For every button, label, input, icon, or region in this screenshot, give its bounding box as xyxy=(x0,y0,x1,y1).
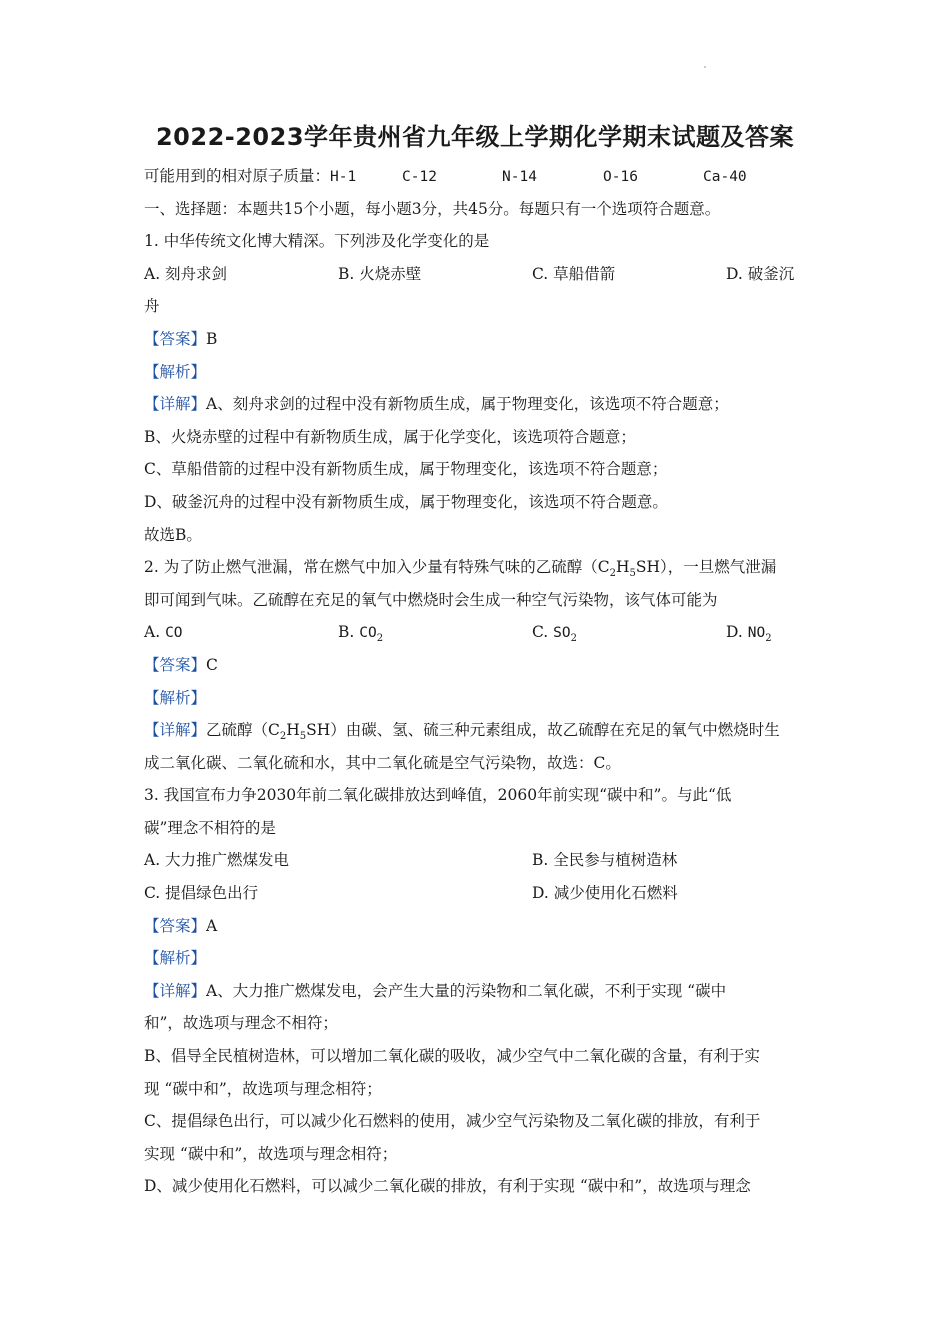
q3-stem-line1: 3. 我国宣布力争2030年前二氧化碳排放达到峰值，2060年前实现“碳中和”。与此“低 xyxy=(144,786,732,805)
answer-tag: 【答案】 xyxy=(144,916,207,935)
detail-tag: 【详解】 xyxy=(144,721,207,740)
q2-option-a xyxy=(144,616,338,649)
q1-option-a: A. 刻舟求剑 xyxy=(144,264,228,283)
q2-stem-part: 2. 为了防止燃气泄漏，常在燃气中加入少量有特殊气味的乙硫醇（C xyxy=(144,558,610,577)
detail-text: SH）由碳、氢、硫三种元素组成，故乙硫醇在充足的氧气中燃烧时生 xyxy=(306,721,780,740)
q1-detail-line xyxy=(144,388,809,421)
speck-mark xyxy=(704,66,706,68)
masses-label: 可能用到的相对原子质量： xyxy=(144,167,331,185)
subscript: 5 xyxy=(629,568,636,580)
document-body xyxy=(144,160,809,1203)
page-title: 2022-2023学年贵州省九年级上学期化学期末试题及答案 xyxy=(155,123,795,151)
analysis-tag: 【解析】 xyxy=(144,362,207,381)
q3-option-a: A. 大力推广燃煤发电 xyxy=(144,851,290,870)
answer-value: C xyxy=(206,655,218,674)
subscript: 2 xyxy=(765,633,772,645)
mass-ca: Ca-40 xyxy=(703,169,747,185)
q1-answer xyxy=(144,323,809,356)
q3-options-row1 xyxy=(144,844,809,877)
section-heading: 一、选择题：本题共15个小题，每小题3分，共45分。每题只有一个选项符合题意。 xyxy=(144,199,721,218)
option-label: C. xyxy=(532,623,554,642)
q3-detail-line xyxy=(144,975,809,1008)
q3-detail-line: B、倡导全民植树造林，可以增加二氧化碳的吸收，减少空气中二氧化碳的含量，有利于实 xyxy=(144,1047,760,1066)
detail-text: 乙硫醇（C xyxy=(206,721,280,740)
q1-option-d-continued: 舟 xyxy=(144,297,160,316)
q1-option-d: D. 破釜沉 xyxy=(726,264,795,283)
q3-options-row2 xyxy=(144,877,809,910)
q2-detail-line1 xyxy=(144,714,809,747)
q1-detail-line: B、火烧赤壁的过程中有新物质生成，属于化学变化，该选项符合题意； xyxy=(144,427,636,446)
q1-options xyxy=(144,258,809,291)
q3-detail-line: 和”，故选项与理念不相符； xyxy=(144,1014,338,1033)
option-formula: CO xyxy=(359,625,377,642)
detail-tag: 【详解】 xyxy=(144,981,207,1000)
q3-option-c: C. 提倡绿色出行 xyxy=(144,884,259,903)
analysis-tag: 【解析】 xyxy=(144,688,207,707)
subscript: 2 xyxy=(376,633,384,645)
q3-option-b: B. 全民参与植树造林 xyxy=(532,851,678,870)
q1-detail-line: C、草船借箭的过程中没有新物质生成，属于物理变化，该选项不符合题意； xyxy=(144,460,668,479)
subscript: 2 xyxy=(570,633,578,645)
answer-tag: 【答案】 xyxy=(144,329,207,348)
option-formula: CO xyxy=(165,625,183,642)
q3-detail-line: 实现 “碳中和”，故选项与理念相符； xyxy=(144,1144,398,1163)
q3-stem-line2: 碳”理念不相符的是 xyxy=(144,818,276,837)
mass-o: O-16 xyxy=(603,169,638,185)
subscript: 5 xyxy=(299,731,307,743)
q2-answer xyxy=(144,649,809,682)
mass-c: C-12 xyxy=(402,169,437,185)
q1-stem: 1. 中华传统文化博大精深。下列涉及化学变化的是 xyxy=(144,232,490,251)
q1-option-b: B. 火烧赤壁 xyxy=(338,264,422,283)
q1-option-c: C. 草船借箭 xyxy=(532,264,616,283)
q2-stem-line1 xyxy=(144,551,809,584)
subscript: 2 xyxy=(609,568,616,580)
q2-stem-part: H xyxy=(615,558,630,577)
q3-detail-line: 现 “碳中和”，故选项与理念相符； xyxy=(144,1079,382,1098)
answer-value: A xyxy=(206,916,218,935)
q2-stem-line2: 即可闻到气味。乙硫醇在充足的氧气中燃烧时会生成一种空气污染物，该气体可能为 xyxy=(144,590,718,609)
q2-option-d xyxy=(726,616,772,649)
detail-tag: 【详解】 xyxy=(144,395,207,414)
analysis-tag: 【解析】 xyxy=(144,949,207,968)
subscript: 2 xyxy=(279,731,287,743)
q2-option-c xyxy=(532,616,726,649)
option-label: A. xyxy=(144,623,166,642)
mass-h: H-1 xyxy=(330,169,357,185)
q3-option-d: D. 减少使用化石燃料 xyxy=(532,884,678,903)
q3-detail-line: C、提倡绿色出行，可以减少化石燃料的使用，减少空气污染物及二氧化碳的排放，有利于 xyxy=(144,1112,761,1131)
q1-detail-line: D、破釜沉舟的过程中没有新物质生成，属于物理变化，该选项不符合题意。 xyxy=(144,492,668,511)
q2-option-b xyxy=(338,616,532,649)
option-formula: SO xyxy=(553,625,571,642)
option-label: B. xyxy=(338,623,360,642)
mass-n: N-14 xyxy=(502,169,537,185)
atomic-masses-line xyxy=(144,160,809,193)
detail-text: A、大力推广燃煤发电，会产生大量的污染物和二氧化碳，不利于实现 “碳中 xyxy=(206,981,727,1000)
q2-options xyxy=(144,616,809,649)
answer-value: B xyxy=(206,329,218,348)
option-formula: NO xyxy=(747,625,766,642)
detail-text: H xyxy=(286,721,300,740)
q2-stem-part: SH），一旦燃气泄漏 xyxy=(635,558,777,577)
answer-tag: 【答案】 xyxy=(144,655,207,674)
q2-detail-line2: 成二氧化碳、二氧化硫和水，其中二氧化硫是空气污染物，故选：C。 xyxy=(144,753,621,772)
q1-conclusion: 故选B。 xyxy=(144,525,202,544)
detail-text: A、刻舟求剑的过程中没有新物质生成，属于物理变化，该选项不符合题意； xyxy=(206,395,729,414)
q3-detail-line: D、减少使用化石燃料，可以减少二氧化碳的排放，有利于实现 “碳中和”，故选项与理念 xyxy=(144,1177,751,1196)
option-label: D. xyxy=(726,623,748,642)
q3-answer xyxy=(144,910,809,943)
